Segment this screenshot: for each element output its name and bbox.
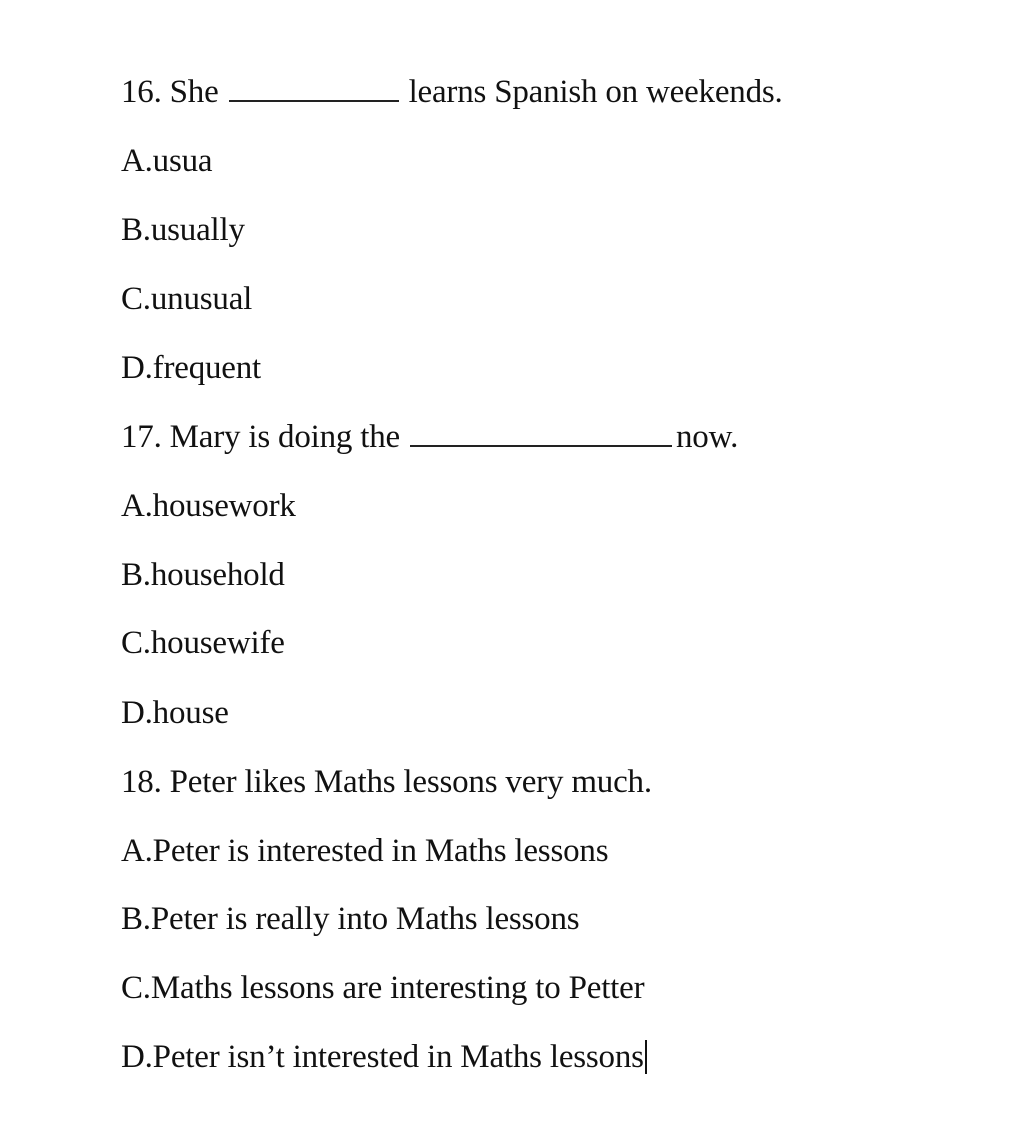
answer-blank bbox=[410, 417, 672, 447]
text-cursor bbox=[645, 1040, 647, 1074]
option-18-d: D.Peter isn’t interested in Maths lessons bbox=[121, 1039, 644, 1075]
option-16-d: D.frequent bbox=[121, 350, 262, 386]
option-16-a: A.usua bbox=[121, 143, 213, 179]
option-16-b: B.usually bbox=[121, 212, 245, 248]
question-text-after: learns Spanish on weekends. bbox=[408, 74, 783, 110]
question-17-stem bbox=[121, 417, 738, 457]
question-text-after: now. bbox=[675, 419, 739, 455]
question-number: 18. bbox=[121, 764, 162, 800]
question-18-stem bbox=[121, 762, 652, 802]
question-number: 16. bbox=[121, 74, 162, 110]
option-18-a: A.Peter is interested in Maths lessons bbox=[121, 833, 609, 869]
answer-blank bbox=[229, 72, 399, 102]
question-text-before: Peter likes Maths lessons very much. bbox=[169, 764, 652, 800]
option-18-d-line[interactable] bbox=[121, 1037, 647, 1077]
question-text-before: She bbox=[169, 74, 219, 110]
option-17-d: D.house bbox=[121, 695, 229, 731]
option-16-c: C.unusual bbox=[121, 281, 253, 317]
option-17-a: A.housework bbox=[121, 488, 296, 524]
option-18-c: C.Maths lessons are interesting to Petter bbox=[121, 970, 645, 1006]
question-16-stem bbox=[121, 72, 783, 112]
question-text-before: Mary is doing the bbox=[169, 419, 400, 455]
option-18-b: B.Peter is really into Maths lessons bbox=[121, 901, 580, 937]
option-17-b: B.household bbox=[121, 557, 285, 593]
question-number: 17. bbox=[121, 419, 162, 455]
option-17-c: C.housewife bbox=[121, 625, 285, 661]
